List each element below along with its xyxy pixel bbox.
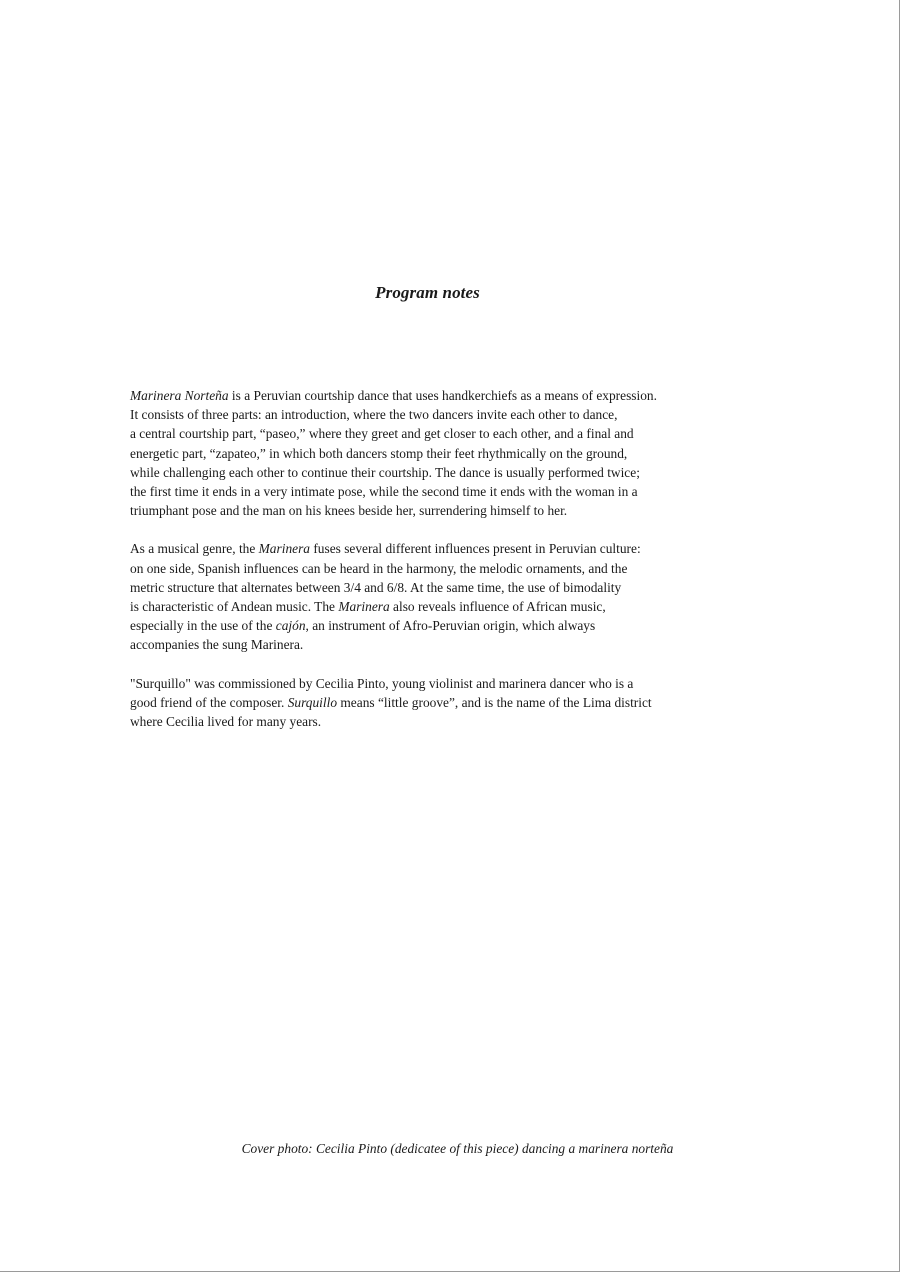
program-notes-body bbox=[130, 386, 798, 750]
paragraph bbox=[130, 386, 798, 520]
paragraph-line bbox=[130, 616, 798, 635]
text-run: also reveals influence of African music, bbox=[389, 599, 606, 615]
paragraph-line bbox=[130, 559, 798, 578]
text-run: "Surquillo" was commissioned by Cecilia Pinto, young violinist and marinera dancer who is a bbox=[130, 675, 634, 691]
paragraph-line bbox=[130, 386, 798, 405]
cover-photo-caption: Cover photo: Cecilia Pinto (dedicatee of this piece) dancing a marinera norteña bbox=[241, 1141, 674, 1156]
paragraph-line bbox=[130, 539, 798, 558]
text-run: means “little groove”, and is the name of the Lima district bbox=[337, 694, 652, 710]
paragraph-line bbox=[130, 405, 798, 424]
paragraph-line bbox=[130, 463, 798, 482]
text-run: energetic part, “zapateo,” in which both dancers stomp their feet rhythmically on the ground, bbox=[130, 445, 628, 461]
paragraph bbox=[130, 674, 798, 732]
text-run: is a Peruvian courtship dance that uses handkerchiefs as a means of expression. bbox=[228, 388, 657, 403]
text-run: metric structure that alternates between 3/4 and 6/8. At the same time, the use of bimodality bbox=[130, 579, 622, 595]
text-run: accompanies the sung Marinera. bbox=[130, 637, 304, 653]
text-run: As a musical genre, the bbox=[130, 541, 259, 557]
italic-term: Marinera bbox=[338, 599, 390, 615]
italic-term: cajón bbox=[275, 618, 306, 634]
text-run: while challenging each other to continue their courtship. The dance is usually performed twice; bbox=[130, 464, 640, 480]
paragraph-line bbox=[130, 597, 798, 616]
paragraph-line bbox=[130, 674, 798, 693]
text-run: the first time it ends in a very intimate pose, while the second time it ends with the woman in a bbox=[130, 484, 638, 500]
paragraph-line bbox=[130, 424, 798, 443]
text-run: triumphant pose and the man on his knees beside her, surrendering himself to her. bbox=[130, 503, 568, 519]
italic-term: Marinera Norteña bbox=[130, 388, 229, 403]
text-run: It consists of three parts: an introduction, where the two dancers invite each other to dance, bbox=[130, 407, 618, 423]
text-run: especially in the use of the bbox=[130, 618, 276, 634]
text-run: , an instrument of Afro-Peruvian origin, which always bbox=[305, 618, 596, 634]
paragraph-line bbox=[130, 693, 798, 712]
paragraph-line bbox=[130, 482, 798, 501]
italic-term: Marinera bbox=[258, 541, 310, 557]
text-run: where Cecilia lived for many years. bbox=[130, 714, 322, 730]
text-run: a central courtship part, “paseo,” where they greet and get closer to each other, and a final and bbox=[130, 426, 634, 442]
paragraph-line bbox=[130, 712, 798, 731]
text-run: is characteristic of Andean music. The bbox=[130, 599, 339, 615]
italic-term: Surquillo bbox=[287, 694, 338, 710]
paragraph-line bbox=[130, 578, 798, 597]
text-run: fuses several different influences present in Peruvian culture: bbox=[309, 541, 641, 557]
paragraph-line bbox=[130, 444, 798, 463]
paragraph bbox=[130, 539, 798, 654]
paragraph-line bbox=[130, 501, 798, 520]
text-run: good friend of the composer. bbox=[130, 694, 288, 710]
text-run: on one side, Spanish influences can be heard in the harmony, the melodic ornaments, and the bbox=[130, 560, 628, 576]
page-title: Program notes bbox=[375, 283, 480, 302]
paragraph-line bbox=[130, 635, 798, 654]
